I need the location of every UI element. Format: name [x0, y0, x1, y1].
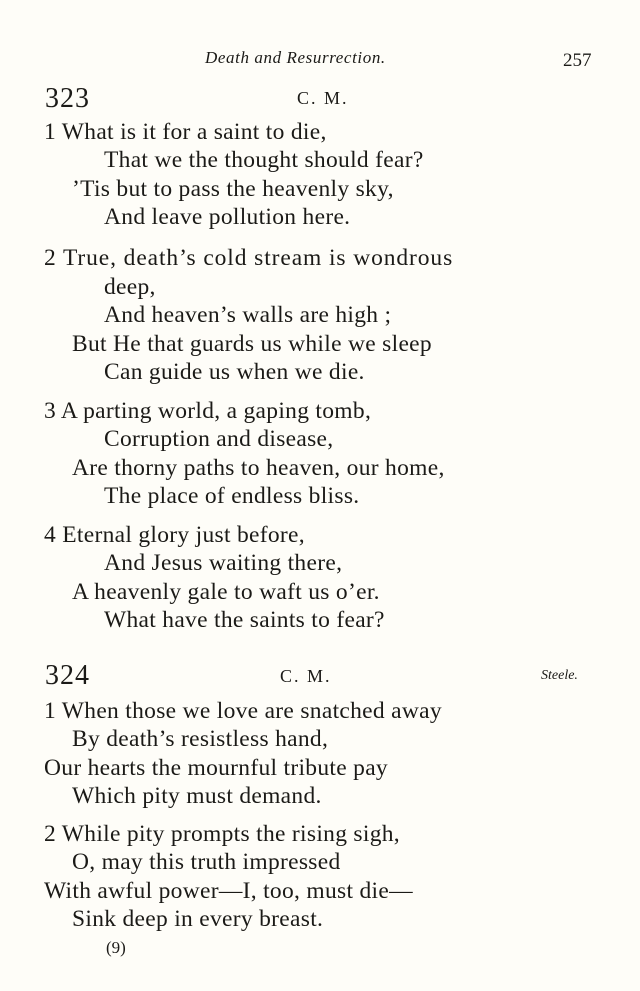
verse-line: And Jesus waiting there, — [104, 550, 343, 576]
hymn-author: Steele. — [541, 668, 578, 683]
verse-line: A heavenly gale to waft us o’er. — [72, 579, 380, 605]
verse-line: 3 A parting world, a gaping tomb, — [44, 398, 372, 424]
hymn-number: 324 — [45, 660, 90, 691]
page-number: 257 — [563, 50, 592, 71]
verse-line: 2 While pity prompts the rising sigh, — [44, 821, 400, 847]
verse-line: And heaven’s walls are high ; — [104, 302, 392, 328]
verse-line: Which pity must demand. — [72, 783, 322, 809]
verse-line: ’Tis but to pass the heavenly sky, — [72, 176, 394, 202]
verse-line: What have the saints to fear? — [104, 607, 385, 633]
verse-line: With awful power—I, too, must die— — [44, 878, 413, 904]
verse-line: But He that guards us while we sleep — [72, 331, 432, 357]
header-title: Death and Resurrection. — [205, 48, 386, 67]
verse-line: 1 When those we love are snatched away — [44, 698, 442, 724]
verse-line: The place of endless bliss. — [104, 483, 360, 509]
verse-line: Are thorny paths to heaven, our home, — [72, 455, 445, 481]
verse-line: Corruption and disease, — [104, 426, 334, 452]
verse-line: And leave pollution here. — [104, 204, 351, 230]
verse-line: O, may this truth impressed — [72, 849, 341, 875]
verse-line: That we the thought should fear? — [104, 147, 424, 173]
verse-line: Our hearts the mournful tribute pay — [44, 755, 388, 781]
verse-line: 2 True, death’s cold stream is wondrous — [44, 245, 454, 271]
verse-line: By death’s resistless hand, — [72, 726, 329, 752]
signature-mark: (9) — [106, 938, 126, 957]
verse-line: Sink deep in every breast. — [72, 906, 324, 932]
hymn-meter: C. M. — [280, 666, 332, 686]
verse-line: Can guide us when we die. — [104, 359, 365, 385]
hymn-meter: C. M. — [297, 88, 349, 108]
verse-line: 4 Eternal glory just before, — [44, 522, 305, 548]
verse-line: deep, — [104, 274, 156, 300]
hymn-number: 323 — [45, 83, 90, 114]
verse-line: 1 What is it for a saint to die, — [44, 119, 327, 145]
